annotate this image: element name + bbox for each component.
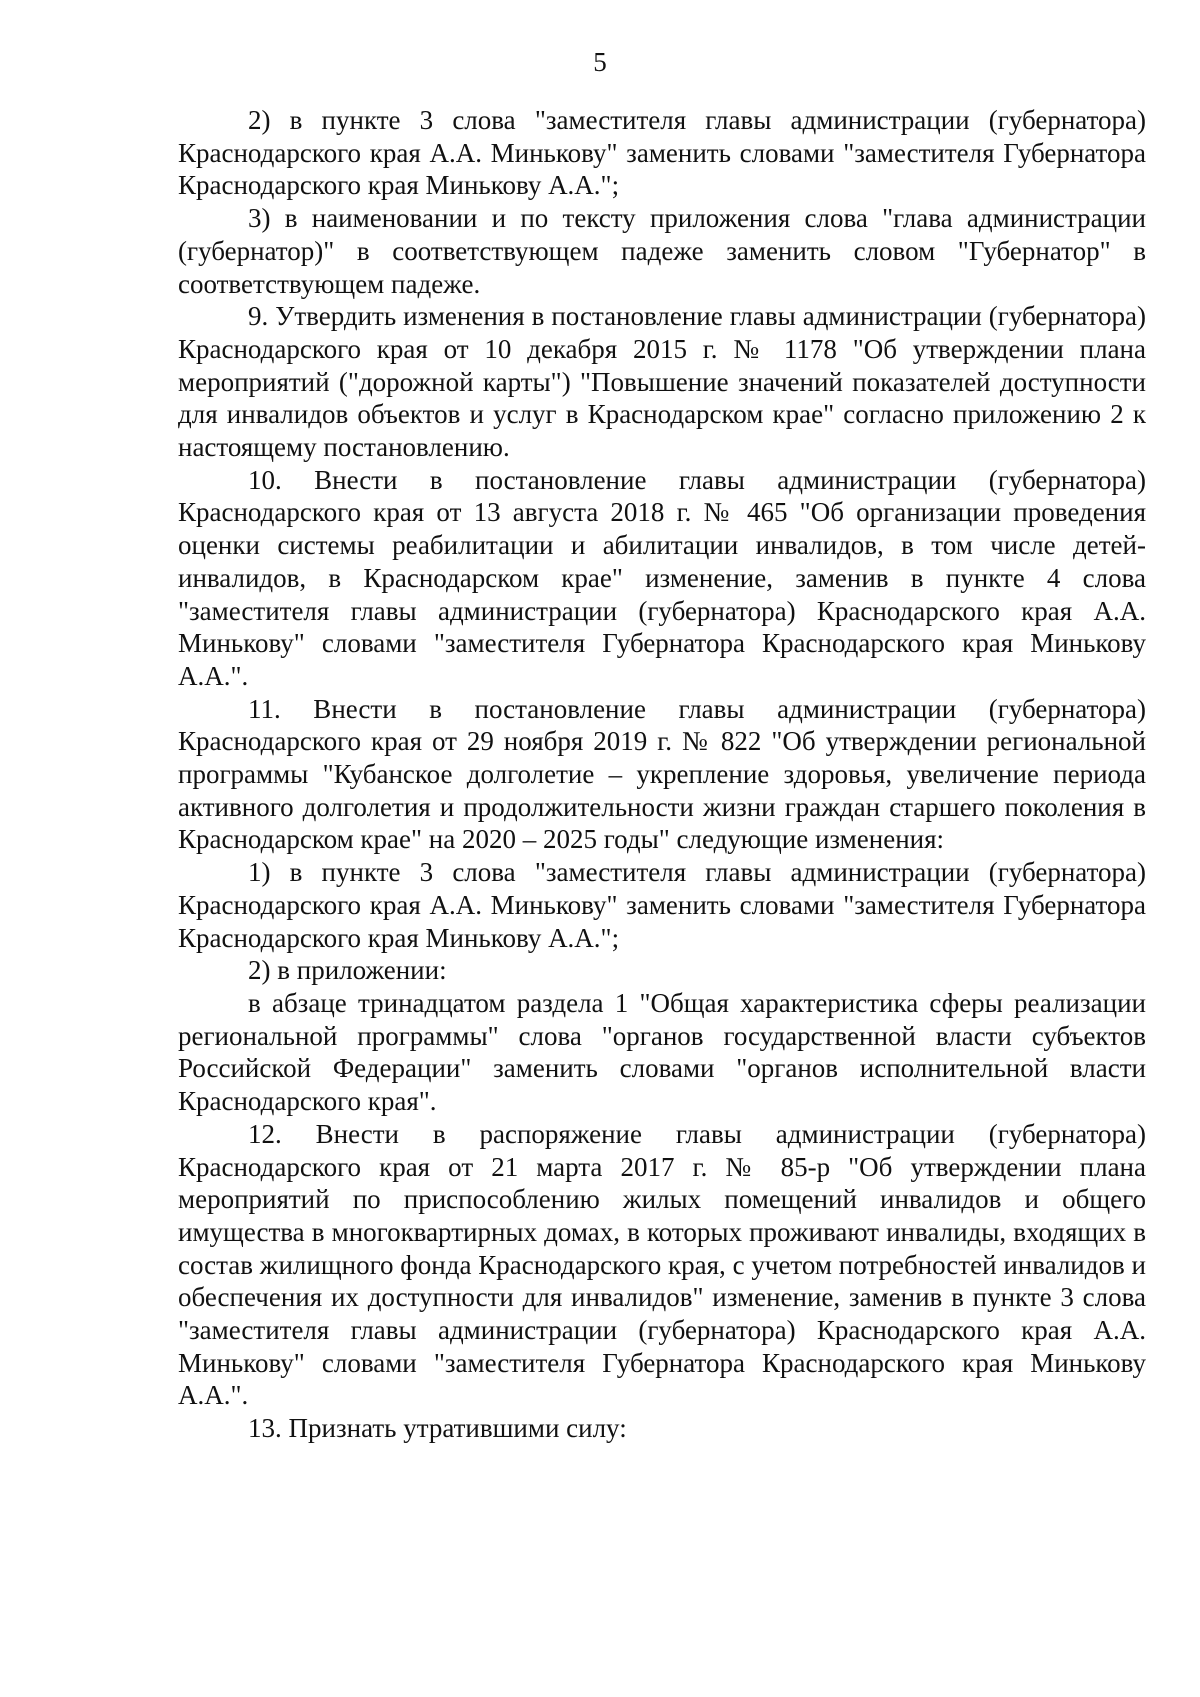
- paragraph-2-item-3: 2) в пункте 3 слова "заместителя главы администрации (губернатора) Краснодарского края А.А. Минькову" заменить словами "заместителя Губернатора Краснодарского края Минькову А.А.";: [178, 105, 1146, 201]
- paragraph-11-abzac: в абзаце тринадцатом раздела 1 "Общая характеристика сферы реализации региональной программы" слова "органов государственной власти субъектов Российской Федерации" заменить словами "органов исполнительной власти Краснодарского края".: [178, 987, 1146, 1117]
- page-number: 5: [593, 47, 607, 77]
- paragraph-11-sub-2: 2) в приложении:: [248, 955, 447, 986]
- paragraph-10: 10. Внести в постановление главы администрации (губернатора) Краснодарского края от 13 августа 2018 г. № 465 "Об организации проведения оценки системы реабилитации и абилитации инвалидов, в том числе детей-инвалидов, в Краснодарском крае" изменение, заменив в пункте 4 слова "заместителя главы администрации (губернатора) Краснодарского края А.А. Минькову" словами "заместителя Губернатора Краснодарского края Минькову А.А.".: [178, 464, 1146, 691]
- paragraph-11: 11. Внести в постановление главы администрации (губернатора) Краснодарского края от 29 ноября 2019 г. № 822 "Об утверждении региональной программы "Кубанское долголетие – укрепление здоровья, увеличение периода активного долголетия и продолжительности жизни граждан старшего поколения в Краснодарском крае" на 2020 – 2025 годы" следующие изменения:: [178, 693, 1146, 855]
- paragraph-13: 13. Признать утратившими силу:: [248, 1413, 627, 1444]
- paragraph-12: 12. Внести в распоряжение главы администрации (губернатора) Краснодарского края от 21 марта 2017 г. № 85-р "Об утверждении плана мероприятий по приспособлению жилых помещений инвалидов и общего имущества в многоквартирных домах, в которых проживают инвалиды, входящих в состав жилищного фонда Краснодарского края, с учетом потребностей инвалидов и обеспечения их доступности для инвалидов" изменение, заменив в пункте 3 слова "заместителя главы администрации (губернатора) Краснодарского края А.А. Минькову" словами "заместителя Губернатора Краснодарского края Минькову А.А.".: [178, 1118, 1146, 1411]
- document-body: [178, 104, 1146, 1445]
- paragraph-11-sub-1: 1) в пункте 3 слова "заместителя главы администрации (губернатора) Краснодарского края А.А. Минькову" заменить словами "заместителя Губернатора Краснодарского края Минькову А.А.";: [178, 857, 1146, 953]
- paragraph-3-item-appendix: 3) в наименовании и по тексту приложения слова "глава администрации (губернатор)" в соответствующем падеже заменить словом "Губернатор" в соответствующем падеже.: [178, 203, 1146, 299]
- paragraph-9: 9. Утвердить изменения в постановление главы администрации (губернатора) Краснодарского края от 10 декабря 2015 г. № 1178 "Об утверждении плана мероприятий ("дорожной карты") "Повышение значений показателей доступности для инвалидов объектов и услуг в Краснодарском крае" согласно приложению 2 к настоящему постановлению.: [178, 301, 1146, 463]
